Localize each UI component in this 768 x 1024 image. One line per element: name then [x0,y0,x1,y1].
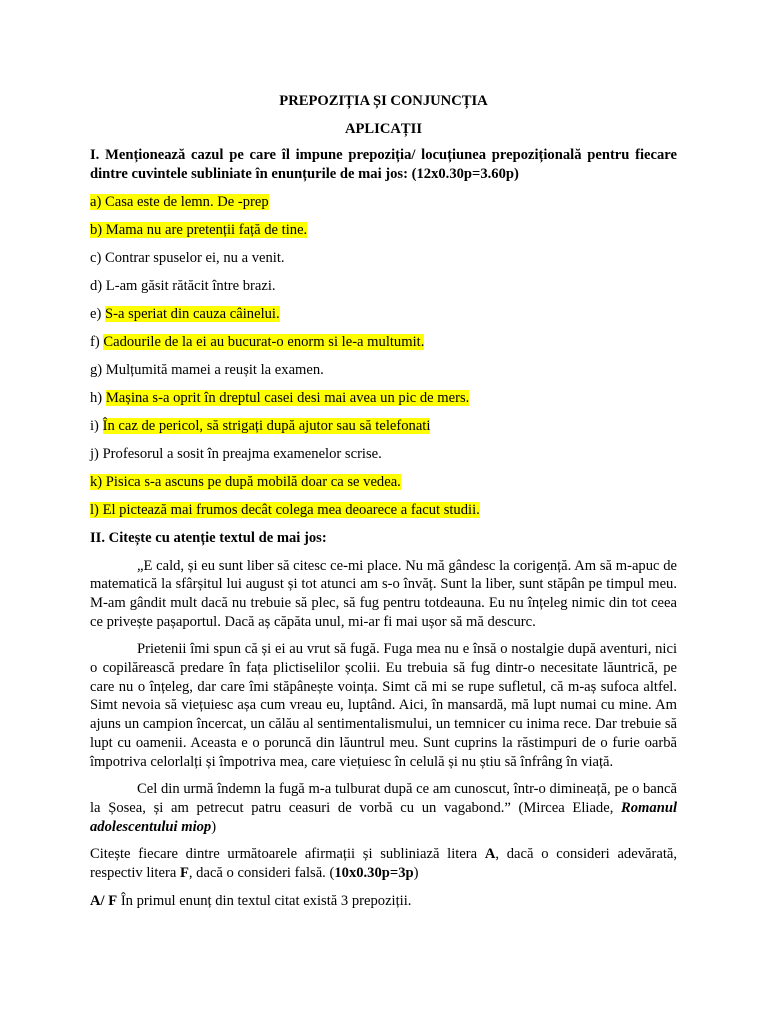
exercise-list [90,193,677,520]
highlighted-text: k) Pisica s-a ascuns pe după mobilă doar ca se vedea. [90,473,401,490]
document-page [90,92,677,919]
section-2-heading: II. Citește cu atenție textul de mai jos: [90,529,327,546]
exercise-item-f: f) Cadourile de la ei au bucurat-o enorm si le-a multumit. [90,333,425,350]
exercise-item-g: g) Mulțumită mamei a reușit la examen. [90,361,324,378]
exercise-item-j: j) Profesorul a sosit în preajma examenelor scrise. [90,445,382,462]
exercise-item-l [90,501,677,520]
exercise-item-c: c) Contrar spuselor ei, nu a venit. [90,249,285,266]
true-false-label: A/ F [90,892,118,909]
text-paragraph-3: Cel din urmă îndemn la fugă m-a tulburat după ce am cunoscut, într-o dimineață, pe o bancă la Șosea, și am petrecut patru ceasuri de vorbă cu un vagabond.” (Mircea Eliade, Romanul adolescentului miop) [90,781,677,835]
exercise-item-a [90,193,677,212]
text-paragraph-1: „E cald, și eu sunt liber să citesc ce-mi place. Nu mă gândesc la corigență. Am să m-apuc de matematică la sfârșitul lui august și tot atunci am s-o învăț. Sunt la liber, sunt stăpân pe timpul meu. M-am gândit mult dacă nu trebuie să plec, să fug pentru totdeauna. Eu nu înțeleg nimic din tot ceea ce privește pașaportul. Dacă aș căpăta unul, mi-ar fi mai ușor să mă descurc. [90,557,677,630]
points-value: 10x0.30p=3p [334,865,414,882]
exercise-item-e: e) S-a speriat din cauza câinelui. [90,305,280,322]
highlighted-text: Cadourile de la ei au bucurat-o enorm si le-a multumit. [103,333,425,350]
highlighted-text: b) Mama nu are pretenții față de tine. [90,221,308,238]
text-paragraph-2: Prietenii îmi spun că și ei au vrut să fugă. Fuga mea nu e însă o nostalgie după aventuri, nici o copilărească predare în fața plictiselilor școlii. Eu trebuia să fug dintr-o necesitate lăuntrică, pe care nu o înțeleg, dar care îmi stăpânește voința. Simt că mi se rupe sufletul, că m-aș sufoca altfel. Simt nevoia să viețuiesc așa cum vreau eu, luptând. Aici, în mansardă, mă lupt numai cu mine. Am ajuns un campion încercat, un călău al sentimentalismului, un temnicer cu inima rece. Dar trebuie să lupt cu oamenii. Aceasta e o poruncă din lăuntrul meu. Sunt cuprins la răstimpuri de o furie oarbă împotriva celorlalți și împotriva mea, care viețuiesc în celulă și nu știu să înfrâng în viață. [90,641,677,770]
highlighted-text: În caz de pericol, să strigați după ajutor sau să telefonati [102,417,431,434]
statement-1: A/ F În primul enunț din textul citat există 3 prepoziții. [90,892,412,909]
instruction-paragraph: Citește fiecare dintre următoarele afirmații și subliniază litera A, dacă o consideri adevărată, respectiv litera F, dacă o consideri falsă. (10x0.30p=3p) [90,846,677,882]
document-title: PREPOZIȚIA ȘI CONJUNCȚIA [279,93,488,109]
section-1-heading: I. Menționează cazul pe care îl impune prepoziția/ locuțiunea prepozițională pentru fiecare dintre cuvintele subliniate în enunțurile de mai jos: (12x0.30p=3.60p) [90,147,677,183]
exercise-item-k [90,473,677,492]
highlighted-text: Mașina s-a oprit în dreptul casei desi mai avea un pic de mers. [105,389,470,406]
exercise-item-d: d) L-am găsit rătăcit între brazi. [90,277,276,294]
letter-f: F [179,865,189,882]
exercise-item-h: h) Mașina s-a oprit în dreptul casei desi mai avea un pic de mers. [90,389,470,406]
highlighted-text: a) Casa este de lemn. De -prep [90,193,269,210]
exercise-item-i: i) În caz de pericol, să strigați după ajutor sau să telefonati [90,417,431,434]
highlighted-text: l) El pictează mai frumos decât colega mea deoarece a facut studii. [90,501,480,518]
exercise-item-b [90,221,677,240]
letter-a: A [484,846,496,863]
document-subtitle: APLICAȚII [344,120,423,137]
book-title: Romanul adolescentului miop [90,799,677,835]
highlighted-text: S-a speriat din cauza câinelui. [105,305,280,322]
